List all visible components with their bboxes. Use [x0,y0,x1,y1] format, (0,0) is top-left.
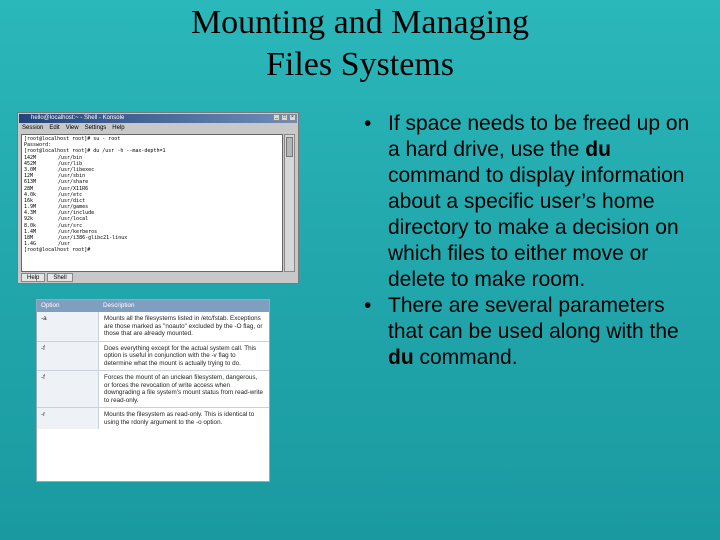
du-path: /usr/i386-glibc21-linux [58,235,128,241]
option-cell: -a [37,312,99,341]
option-cell: -f [37,342,99,371]
du-size: 3.0M [24,166,37,173]
du-path: /usr/kerberos [58,228,98,235]
terminal-output[interactable] [21,134,283,272]
du-size: 4.0k [24,191,37,198]
du-size: 1.9M [24,204,37,211]
terminal-scrollbar[interactable] [284,134,295,272]
menu-view[interactable]: View [65,125,79,131]
terminal-line: [root@localhost root]# su - root [24,136,121,142]
du-path: /usr/lib [58,160,83,167]
du-size: 4.3M [24,210,37,217]
option-cell: -f [37,371,99,407]
description-cell: Mounts all the filesystems listed in /etc/fstab. Exceptions are those marked as "noauto" excluded by the -O flag, or those that are already mounted. [104,315,263,337]
du-path: /usr/etc [58,191,83,198]
du-size: 1.4G [24,241,37,248]
du-path: /usr/sbin [58,173,86,180]
bullet-list [356,111,701,371]
terminal-titlebar: hello@localhost:~ - Shell - Konsole [19,114,297,123]
minimize-icon[interactable]: _ [273,114,280,121]
menu-edit[interactable]: Edit [49,125,60,131]
description-cell: Does everything except for the actual system call. This option is useful in conjunction with the -v flag to determine what the mount is actually trying to do. [104,344,257,367]
du-size: 28M [24,185,34,192]
scrollbar-thumb[interactable] [286,137,293,157]
tab-shell[interactable]: Shell [47,273,72,282]
header-description: Description [103,302,135,309]
du-size: 613M [24,179,37,186]
bullet-text: If space needs to be freed up on a hard drive, use the du command to display information about a specific user’s home directory to make a decision on which files to either move or delete to make room. [388,112,690,291]
description-cell: Forces the mount of an unclean filesystem, dangerous, or forces the revocation of write access when downgrading a file system's mount status from read-write to read-only. [104,374,264,404]
du-path: /usr/include [58,210,95,217]
terminal-menubar [22,124,125,133]
du-path: /usr/src [58,222,83,229]
du-path: /usr/bin [58,154,83,161]
du-size: 92k [24,216,34,223]
header-option: Option [41,302,60,309]
bullet-text: There are several parameters that can be used along with the du command. [388,294,679,369]
table-row [37,342,269,372]
terminal-line: [root@localhost root]# du /usr -h --max-depth=1 [24,148,166,155]
slide-title-line2: Files Systems [266,46,454,83]
menu-session[interactable]: Session [22,125,44,131]
du-path: /usr/libexec [58,166,95,173]
table-row [37,408,269,429]
du-path: /usr/games [58,204,89,211]
window-controls [273,114,296,121]
terminal-tabs [21,273,73,282]
bullet-marker: • [364,112,372,135]
description-cell: Mounts the filesystem as read-only. This is identical to using the rdonly argument to the -o option. [104,411,255,426]
bullet-marker: • [364,294,372,317]
du-path: /usr [58,241,71,248]
terminal-window [17,112,299,284]
du-size: 18M [24,235,34,241]
du-size: 12M [24,173,34,180]
terminal-line: [root@localhost root]# [24,247,91,254]
menu-settings[interactable]: Settings [84,125,107,131]
tab-help[interactable]: Help [21,273,45,282]
close-icon[interactable]: × [289,114,296,121]
option-cell: -r [37,408,99,429]
bullet-item [356,293,701,371]
table-row [37,371,269,408]
du-command: du [585,138,611,161]
du-path: /usr/dict [58,197,86,204]
slide-title [100,2,620,86]
terminal-line: Password: [24,142,52,149]
bullet-item [356,111,701,293]
menu-help[interactable]: Help [112,125,125,131]
mount-options-table [36,299,270,482]
du-command: du [388,346,414,369]
du-size: 8.0k [24,222,37,229]
du-size: 1.4M [24,228,37,235]
du-path: /usr/X11R6 [58,185,89,192]
du-size: 452M [24,160,37,167]
du-size: 16k [24,197,34,204]
table-row [37,312,269,342]
slide-title-line1: Mounting and Managing [190,4,530,41]
du-path: /usr/local [58,216,89,223]
du-size: 142M [24,154,37,161]
table-header [37,300,269,312]
maximize-icon[interactable]: □ [282,114,287,120]
du-path: /usr/share [58,179,89,186]
